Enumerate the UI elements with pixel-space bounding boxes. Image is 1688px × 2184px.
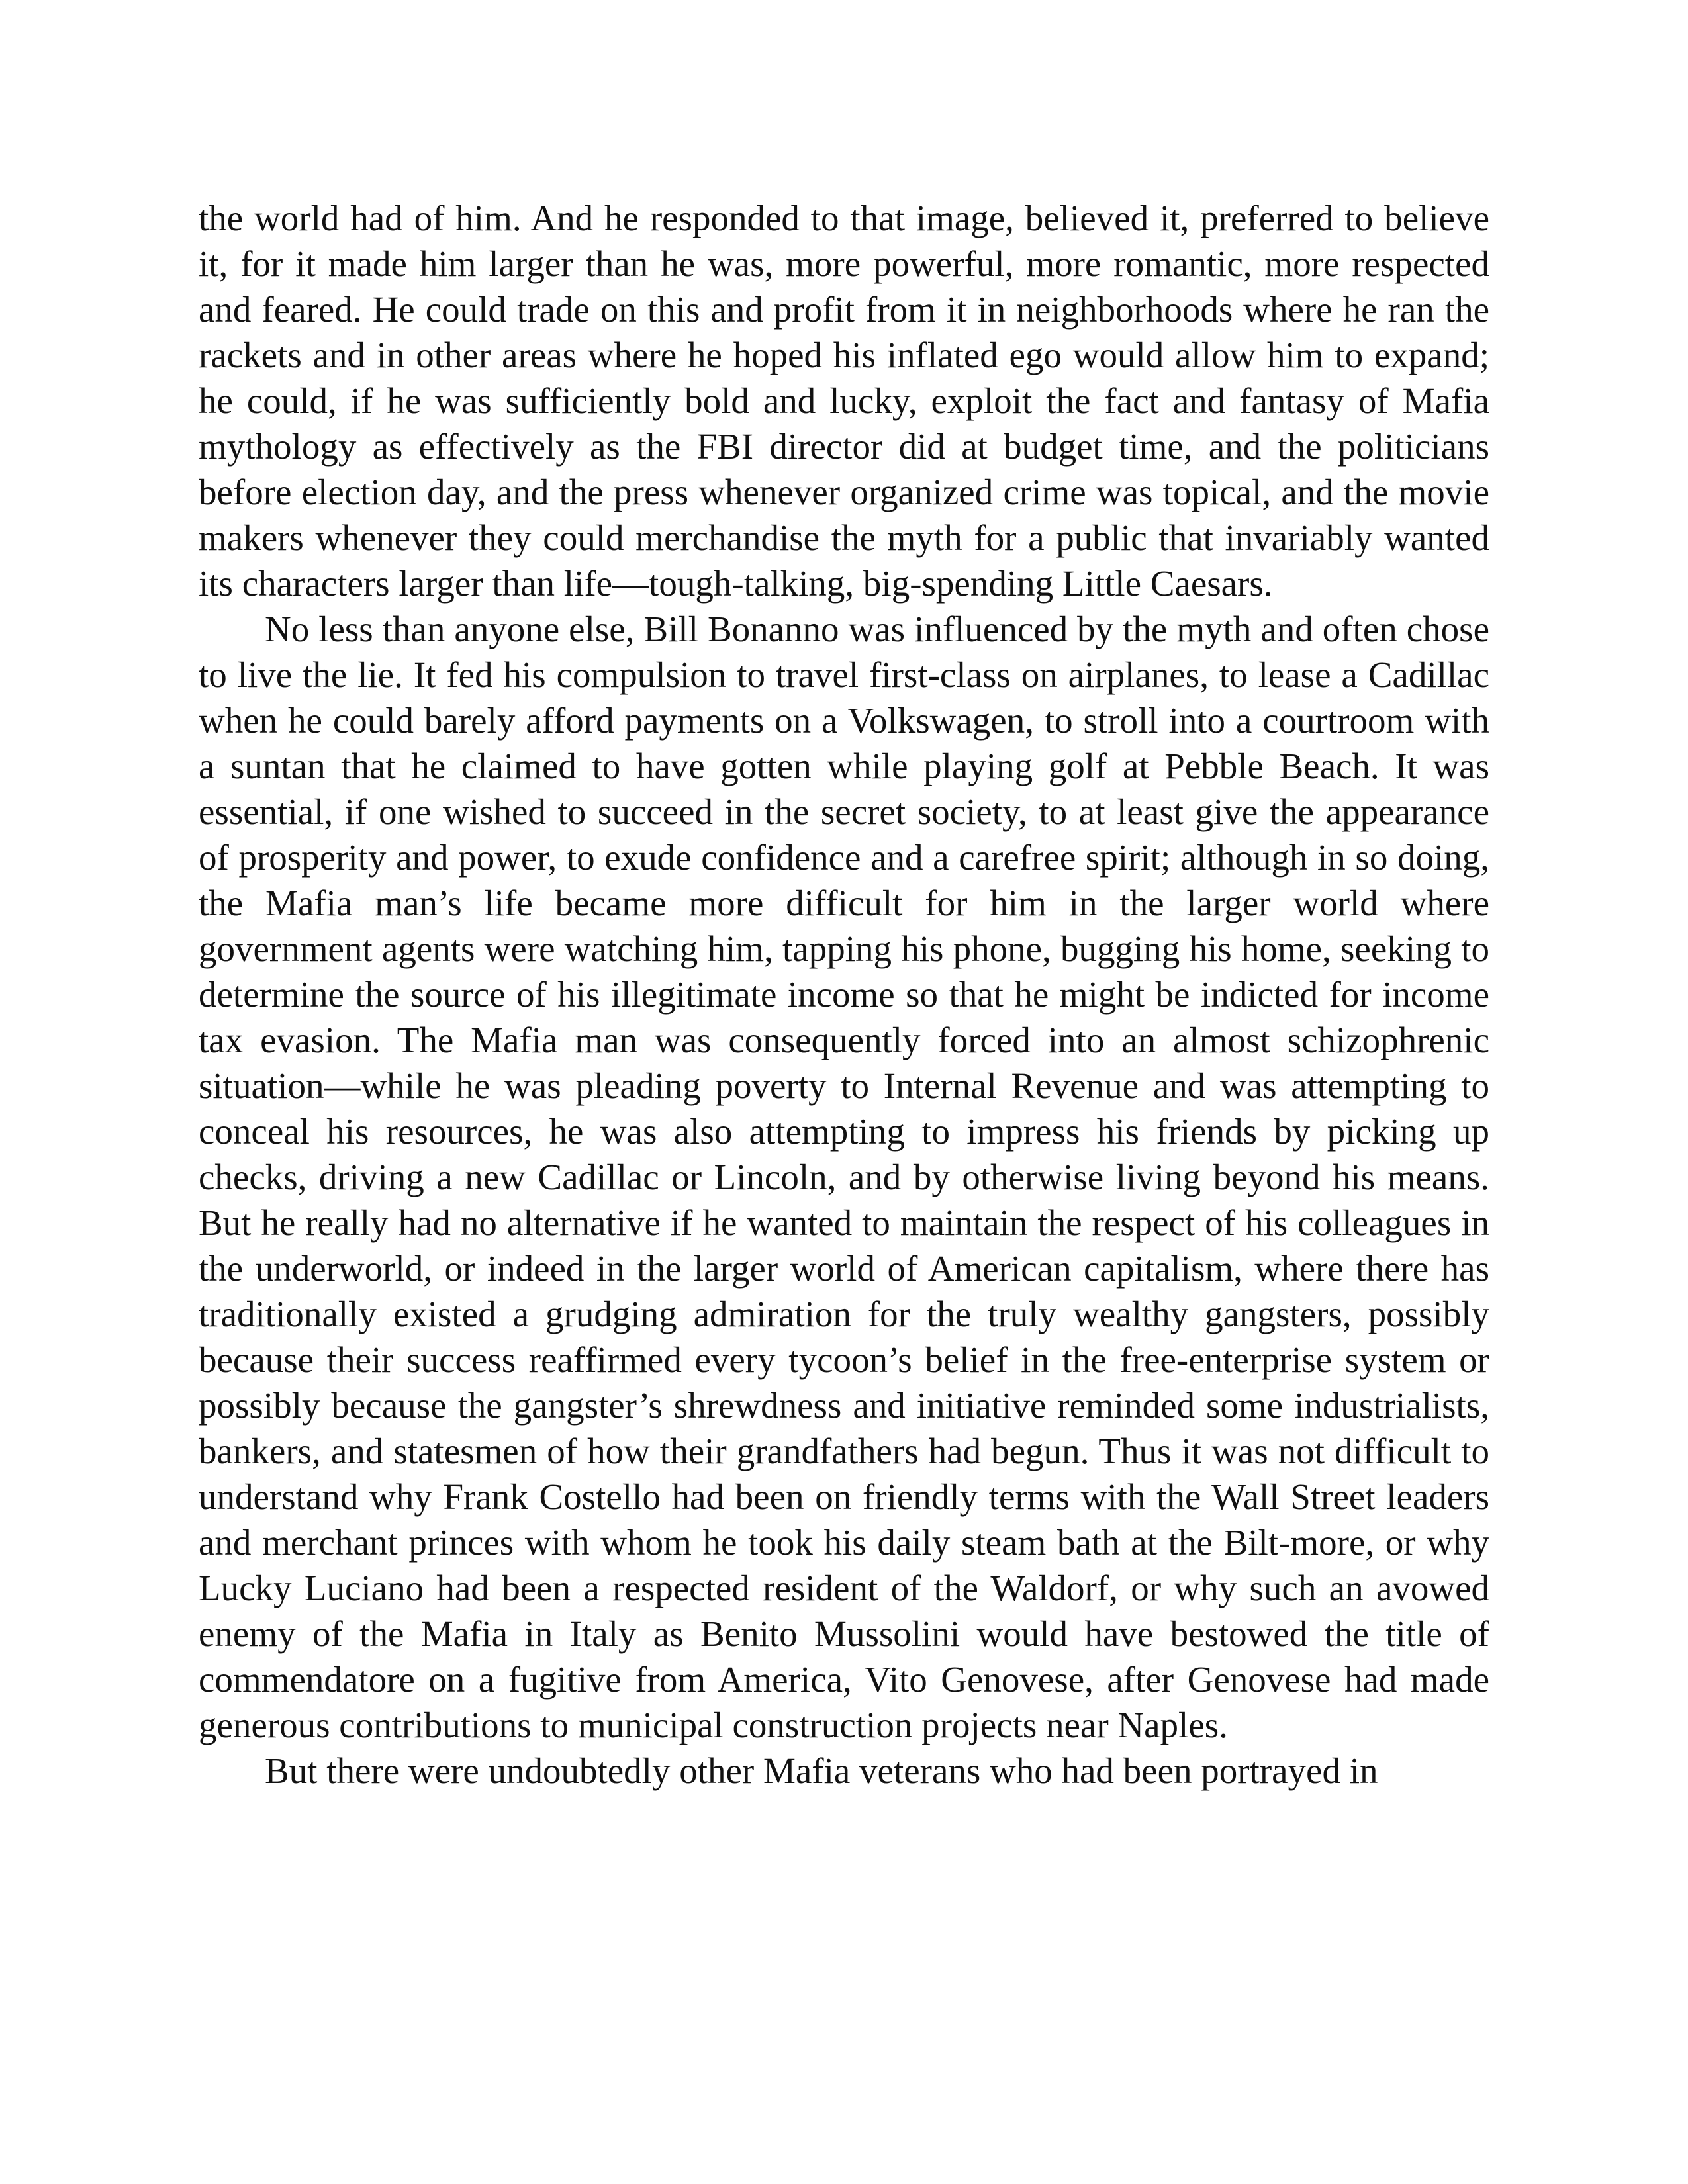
paragraph-other-veterans: But there were undoubtedly other Mafia veterans who had been portrayed in [265, 1751, 1378, 1791]
page-body [199, 195, 1489, 1794]
paragraph-continuation: the world had of him. And he responded to that image, believed it, preferred to believe it, for it made him larger than he was, more powerful, more romantic, more respected and feared. He could trade on this and profit from it in neighborhoods where he ran the rackets and in other areas where he hoped his inflated ego would allow him to expand; he could, if he was sufficiently bold and lucky, exploit the fact and fantasy of Mafia mythology as effectively as the FBI director did at budget time, and the politicians before election day, and the press whenever organized crime was topical, and the movie makers whenever they could merchandise the myth for a public that invariably wanted its characters larger than life—tough-talking, big-spending Little Caesars. [199, 198, 1489, 604]
paragraph-bonanno-myth: No less than anyone else, Bill Bonanno was influenced by the myth and often chose to live the lie. It fed his compulsion to travel first-class on airplanes, to lease a Cadillac when he could barely afford payments on a Volkswagen, to stroll into a courtroom with a suntan that he claimed to have gotten while playing golf at Pebble Beach. It was essential, if one wished to succeed in the secret society, to at least give the appearance of prosperity and power, to exude confidence and a carefree spirit; although in so doing, the Mafia man’s life became more difficult for him in the larger world where government agents were watching him, tapping his phone, bugging his home, seeking to determine the source of his illegitimate income so that he might be indicted for income tax evasion. The Mafia man was consequently forced into an almost schizophrenic situation—while he was pleading poverty to Internal Revenue and was attempting to conceal his resources, he was also attempting to impress his friends by picking up checks, driving a new Cadillac or Lincoln, and by otherwise living beyond his means. But he really had no alternative if he wanted to maintain the respect of his colleagues in the underworld, or indeed in the larger world of American capitalism, where there has traditionally existed a grudging admiration for the truly wealthy gangsters, possibly because their success reaffirmed every tycoon’s belief in the free-enterprise system or possibly because the gangster’s shrewdness and initiative reminded some industrialists, bankers, and statesmen of how their grandfathers had begun. Thus it was not difficult to understand why Frank Costello had been on friendly terms with the Wall Street leaders and merchant princes with whom he took his daily steam bath at the Bilt-more, or why Lucky Luciano had been a respected resident of the Waldorf, or why such an avowed enemy of the Mafia in Italy as Benito Mussolini would have bestowed the title of commendatore on a fugitive from America, Vito Genovese, after Genovese had made generous contributions to municipal construction projects near Naples. [199, 609, 1489, 1745]
